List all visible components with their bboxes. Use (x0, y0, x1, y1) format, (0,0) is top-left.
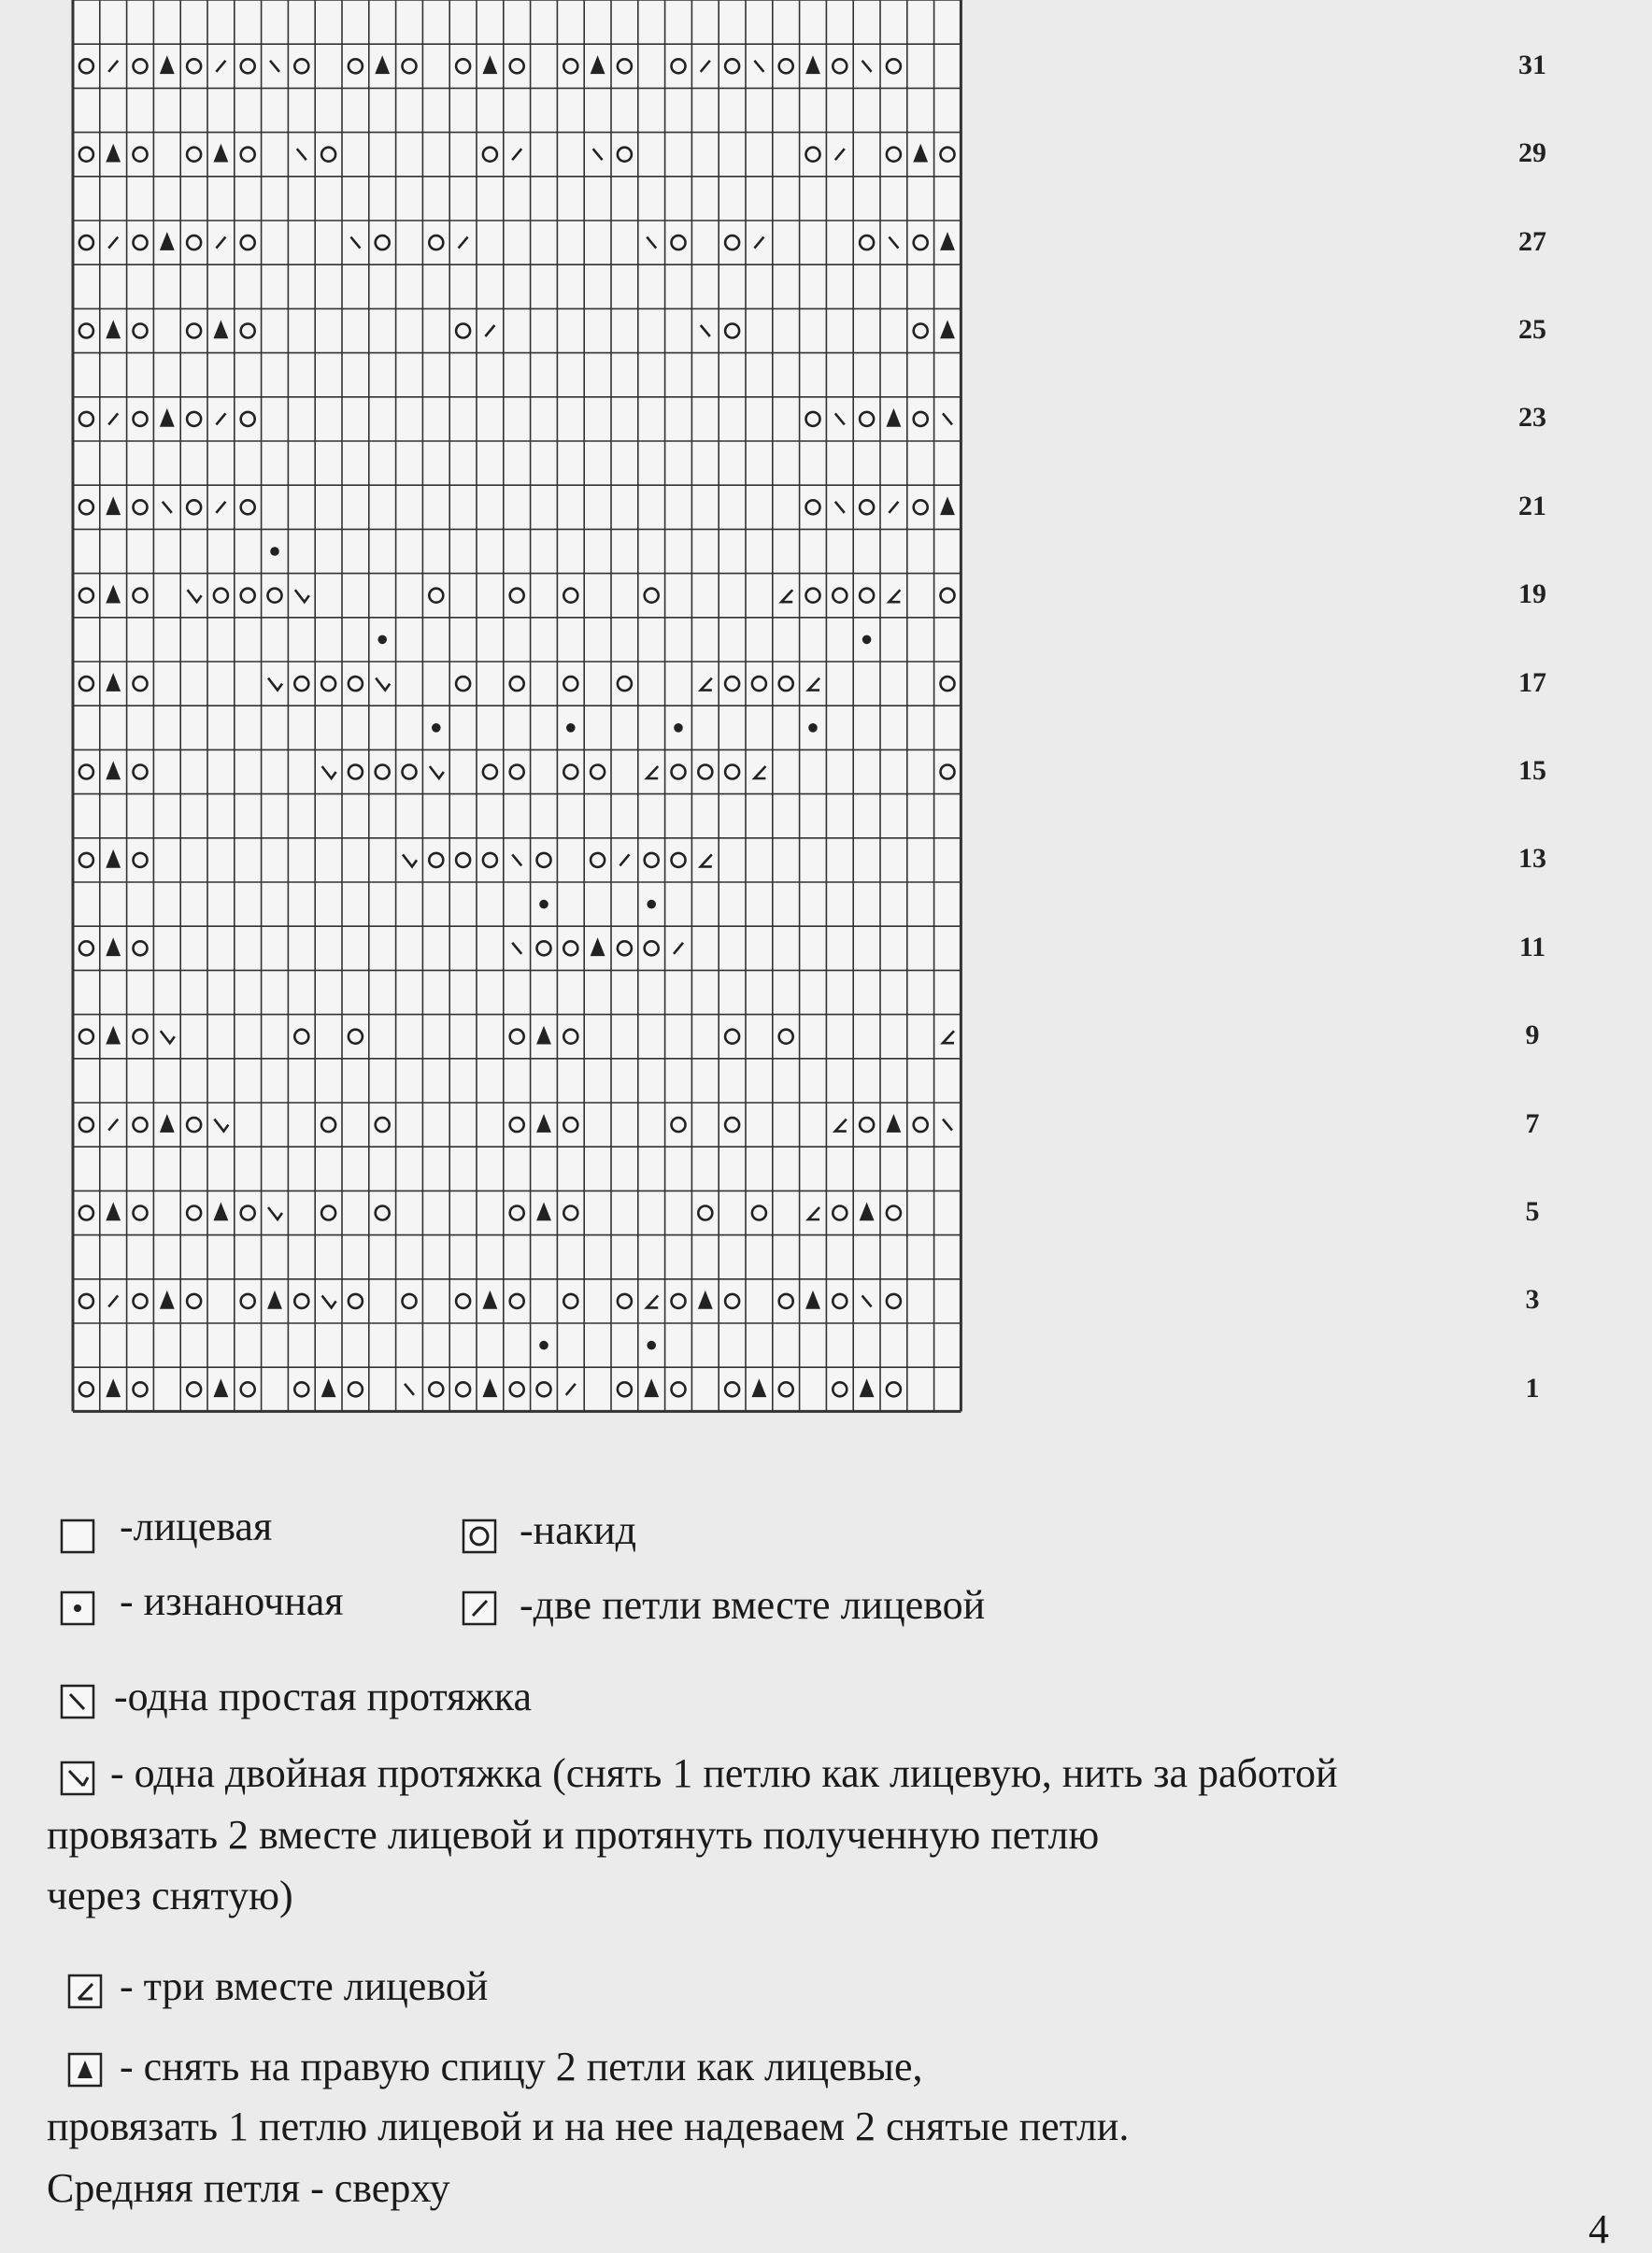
legend-cdd-line2: провязать 1 петлю лицевой и на нее надеваем 2 снятые петли. (47, 2103, 1130, 2149)
purl-mark (863, 636, 870, 643)
row-number: 1 (1525, 1372, 1540, 1404)
legend-double-decrease-line3: через снятую) (47, 1873, 293, 1918)
central-double-decrease-icon (67, 2052, 103, 2088)
legend-double-decrease-line1: - одна двойная протяжка (снять 1 петлю как лицевую, нить за работой (110, 1750, 1338, 1796)
row-number: 29 (1518, 137, 1546, 169)
purl-mark (648, 1342, 655, 1348)
legend-k3tog-label: - три вместе лицевой (120, 1963, 489, 2009)
row-number: 13 (1518, 843, 1546, 875)
legend-double-decrease-line2: провязать 2 вместе лицевой и протянуть полученную петлю (47, 1812, 1100, 1858)
legend-knit-label: -лицевая (120, 1504, 273, 1549)
purl-mark (648, 901, 655, 907)
row-number: 21 (1518, 490, 1546, 521)
row-number: 5 (1525, 1196, 1540, 1227)
row-number: 27 (1518, 225, 1546, 257)
row-number: 25 (1518, 314, 1546, 345)
purl-mark (379, 636, 386, 643)
row-number: 9 (1525, 1020, 1540, 1051)
row-number: 17 (1518, 666, 1546, 698)
legend-k2tog-label: -две петли вместе лицевой (520, 1582, 986, 1628)
knit-icon (60, 1519, 95, 1554)
legend-cdd-line1: - снять на правую спицу 2 петли как лицевые, (120, 2044, 923, 2089)
page-number: 4 (1588, 2206, 1609, 2252)
legend-ssk-label: -одна простая протяжка (114, 1674, 533, 1719)
row-number: 3 (1525, 1284, 1540, 1316)
row-number: 15 (1518, 755, 1546, 786)
yarn-over-icon (462, 1519, 497, 1554)
purl-mark (676, 724, 682, 731)
purl-mark (810, 724, 817, 731)
k3tog-icon (67, 1974, 103, 2009)
k2tog-icon (462, 1590, 497, 1626)
purl-mark (541, 1342, 548, 1348)
row-number: 7 (1525, 1107, 1540, 1139)
row-number: 23 (1518, 402, 1546, 434)
purl-mark (433, 724, 439, 731)
row-number: 31 (1518, 49, 1546, 80)
row-number: 11 (1518, 931, 1546, 963)
purl-mark (272, 549, 278, 555)
purl-mark (567, 724, 574, 731)
row-number: 19 (1518, 578, 1546, 610)
legend-yo-label: -накид (520, 1507, 637, 1553)
legend-cdd-line3: Средняя петля - сверху (47, 2165, 450, 2211)
purl-mark (541, 901, 548, 907)
legend-purl-label: - изнаночная (120, 1578, 344, 1624)
purl-icon (60, 1590, 95, 1626)
ssk-icon (60, 1684, 95, 1719)
double-decrease-icon (60, 1761, 95, 1796)
